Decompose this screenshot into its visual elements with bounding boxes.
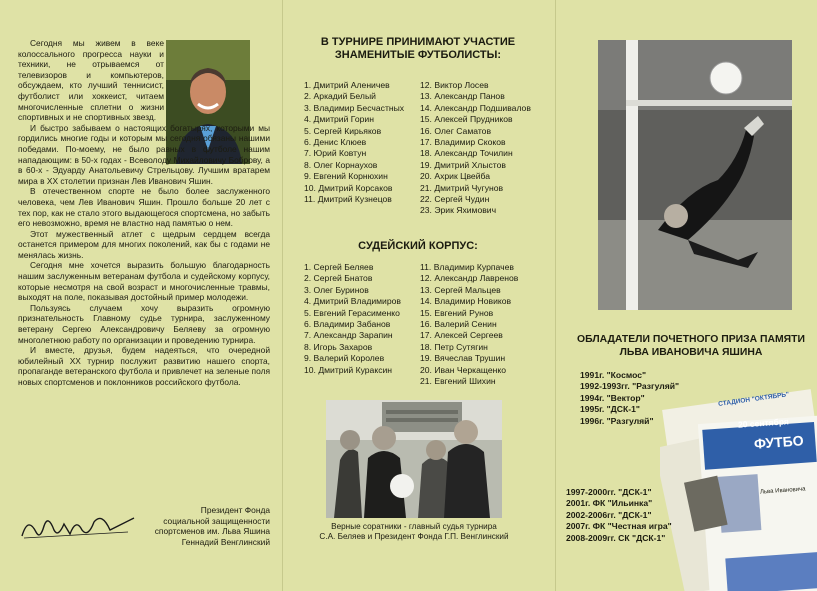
players-list-2 <box>420 80 531 217</box>
player-item: 7. Юрий Ковтун <box>304 148 367 159</box>
referee-item: 20. Иван Черкащенко <box>420 364 507 375</box>
referee-item: 1. Сергей Беляев <box>304 262 374 272</box>
referee-item: 17. Алексей Сергеев <box>420 330 503 341</box>
player-item: 5. Сергей Кирьяков <box>304 125 382 136</box>
signature-line: социальной защищенности <box>163 515 270 526</box>
referees-list-2 <box>420 262 518 387</box>
winner-item: 2001г. ФК "Ильинка" <box>566 498 653 509</box>
collage-date-text: 20 сентября <box>737 416 790 430</box>
player-item: 20. Ахрик Цвейба <box>420 171 491 182</box>
handwritten-signature <box>18 508 138 544</box>
referee-item: 2. Сергей Бнатов <box>304 273 373 284</box>
caption-line: Верные соратники - главный судья турнира <box>331 522 497 531</box>
player-item: 18. Александр Точилин <box>420 148 513 159</box>
winner-item: 1996г. "Разгуляй" <box>580 415 654 426</box>
winners-list-1 <box>580 370 679 427</box>
referee-item: 12. Александр Лавренов <box>420 273 519 284</box>
referee-item: 3. Олег Буринов <box>304 284 369 295</box>
winner-item: 1992-1993гг. "Разгуляй" <box>580 381 680 392</box>
referee-item: 14. Владимир Новиков <box>420 296 512 307</box>
referees-list-1 <box>304 262 401 376</box>
signature-line: Президент Фонда <box>200 505 270 515</box>
player-item: 2. Аркадий Белый <box>304 91 376 102</box>
players-list-1 <box>304 80 404 205</box>
poster-collage <box>660 370 817 591</box>
winner-item: 1995г. "ДСК-1" <box>580 404 640 415</box>
player-item: 23. Эрик Яхимович <box>420 205 497 216</box>
player-item: 22. Сергей Чудин <box>420 194 490 205</box>
referee-item: 15. Евгений Рунов <box>420 307 494 318</box>
player-item: 19. Дмитрий Хлыстов <box>420 159 506 170</box>
referee-item: 18. Петр Сутягин <box>420 341 488 352</box>
player-item: 16. Олег Саматов <box>420 125 492 136</box>
player-item: 10. Дмитрий Корсаков <box>304 182 393 193</box>
intro-paragraph: Сегодня мы живем в веке колоссального прогресса науки и техники, не отрываемся от телевизоров и компьютеров, обсуждаем, кто лучший теннисист, футболист или хоккеист, читаем многочисленные сплетни о жизни спортивных и не спортивных звезд. <box>18 38 164 123</box>
intro-paragraph: Пользуясь случаем хочу выразить огромную признательность Главному судье турнира, заслуженному ветерану Сергею Александровичу Беляеву за огромную многолетнюю работу по организации и проведению турнира. <box>18 302 270 345</box>
referees-title: СУДЕЙСКИЙ КОРПУС: <box>358 240 478 252</box>
referee-item: 19. Вячеслав Трушин <box>420 353 506 364</box>
referee-item: 9. Валерий Королев <box>304 353 385 364</box>
fold-line <box>282 0 283 591</box>
goalkeeper-photo <box>598 40 792 310</box>
player-item: 1. Дмитрий Аленичев <box>304 80 390 90</box>
referee-item: 13. Сергей Мальцев <box>420 284 501 295</box>
winner-item: 2008-2009гг. СК "ДСК-1" <box>566 532 666 543</box>
winners-list-2 <box>566 487 672 544</box>
referee-photo <box>326 400 502 518</box>
intro-paragraph: И вместе, друзья, будем надеяться, что очередной юбилейный XX турнир послужит развитию нашего спорта, пропаганде ветеранского футбола и привлечет на зеленые поля новых спортсменов и поклонников российского футбола. <box>18 345 270 387</box>
player-item: 21. Дмитрий Чугунов <box>420 182 504 193</box>
player-item: 8. Олег Корнаухов <box>304 159 378 170</box>
fold-line <box>555 0 556 591</box>
referee-item: 4. Дмитрий Владимиров <box>304 296 401 307</box>
photo-caption <box>300 522 528 543</box>
intro-paragraph: В отечественном спорте не было более заслуженного человека, чем Лев Иванович Яшин. Прошло больше 20 лет с тех пор, как не стало этого выдающегося спортсмена, но забыть его невозможно, время не властно над памятью о нем. <box>18 186 270 229</box>
player-item: 4. Дмитрий Горин <box>304 114 374 125</box>
player-item: 11. Дмитрий Кузнецов <box>304 194 392 205</box>
referee-item: 11. Владимир Курпачев <box>420 262 514 272</box>
winners-title-line: ЛЬВА ИВАНОВИЧА ЯШИНА <box>619 347 763 358</box>
winner-item: 1994г. "Вектор" <box>580 392 645 403</box>
collage-name-text: Льва Ивановича <box>759 486 806 496</box>
signature-line: Геннадий Венглинский <box>181 536 270 547</box>
player-item: 17. Владимир Скоков <box>420 137 506 148</box>
caption-line: С.А. Беляев и Президент Фонда Г.П. Венглинский <box>319 532 509 542</box>
referee-item: 16. Валерий Сенин <box>420 319 497 330</box>
winners-title-line: ОБЛАДАТЕЛИ ПОЧЕТНОГО ПРИЗА ПАМЯТИ <box>577 334 805 345</box>
winners-title <box>566 333 816 359</box>
winner-item: 2002-2006гг. "ДСК-1" <box>566 509 652 520</box>
players-title: ЗНАМЕНИТЫЕ ФУТБОЛИСТЫ: <box>334 49 502 61</box>
signature-line: спортсменов им. Льва Яшина <box>154 526 270 536</box>
player-item: 14. Александр Подшивалов <box>420 102 531 113</box>
signature-block <box>150 505 270 547</box>
referee-item: 21. Евгений Шихин <box>420 376 496 387</box>
referee-item: 6. Владимир Забанов <box>304 319 391 330</box>
referee-item: 5. Евгений Герасименко <box>304 307 400 318</box>
player-item: 6. Денис Клюев <box>304 137 367 148</box>
collage-football-text: ФУТБО <box>753 432 805 452</box>
players-header <box>298 36 538 62</box>
player-item: 9. Евгений Корнюхин <box>304 171 388 182</box>
intro-paragraph: Этот мужественный атлет с щедрым сердцем всегда останется примером для многих поколений, как бы с годами не менялась жизнь. <box>18 228 270 260</box>
intro-paragraph: Сегодня мне хочется выразить большую благодарность нашим заслуженным ветеранам футбола и судейскому корпусу, которые несмотря на свой возраст и многочисленные травмы, выходят на поле, показывая достойный пример молодежи. <box>18 260 270 303</box>
intro-paragraph: И быстро забываем о настоящих богатырях, которыми мы гордились многие годы и которым мы сегодня обязаны нашими победами. По-моему, не было равных в футболе нашим нападающим: в 50-х годах - Всеволоду Михайловичу Боброву, а в 60-х - Эдуарду Анатольевичу Стрельцову. Лучшим вратарем мира в XX столетии признан Лев Иванович Яшин. <box>18 122 270 186</box>
collage-stadium-text: СТАДИОН "ОКТЯБРЬ" <box>717 391 790 408</box>
winner-item: 1991г. "Космос" <box>580 370 647 380</box>
player-item: 13. Александр Панов <box>420 91 505 102</box>
player-item: 12. Виктор Лосев <box>420 80 489 90</box>
winner-item: 1997-2000гг. "ДСК-1" <box>566 487 652 497</box>
referee-item: 10. Дмитрий Кураксин <box>304 364 393 375</box>
referee-item: 8. Игорь Захаров <box>304 341 373 352</box>
player-item: 3. Владимир Бесчастных <box>304 102 405 113</box>
referee-item: 7. Александр Зарапин <box>304 330 393 341</box>
intro-text <box>18 38 270 388</box>
player-item: 15. Алексей Прудников <box>420 114 513 125</box>
players-title: В ТУРНИРЕ ПРИНИМАЮТ УЧАСТИЕ <box>320 36 516 48</box>
winner-item: 2007г. ФК "Честная игра" <box>566 521 672 532</box>
